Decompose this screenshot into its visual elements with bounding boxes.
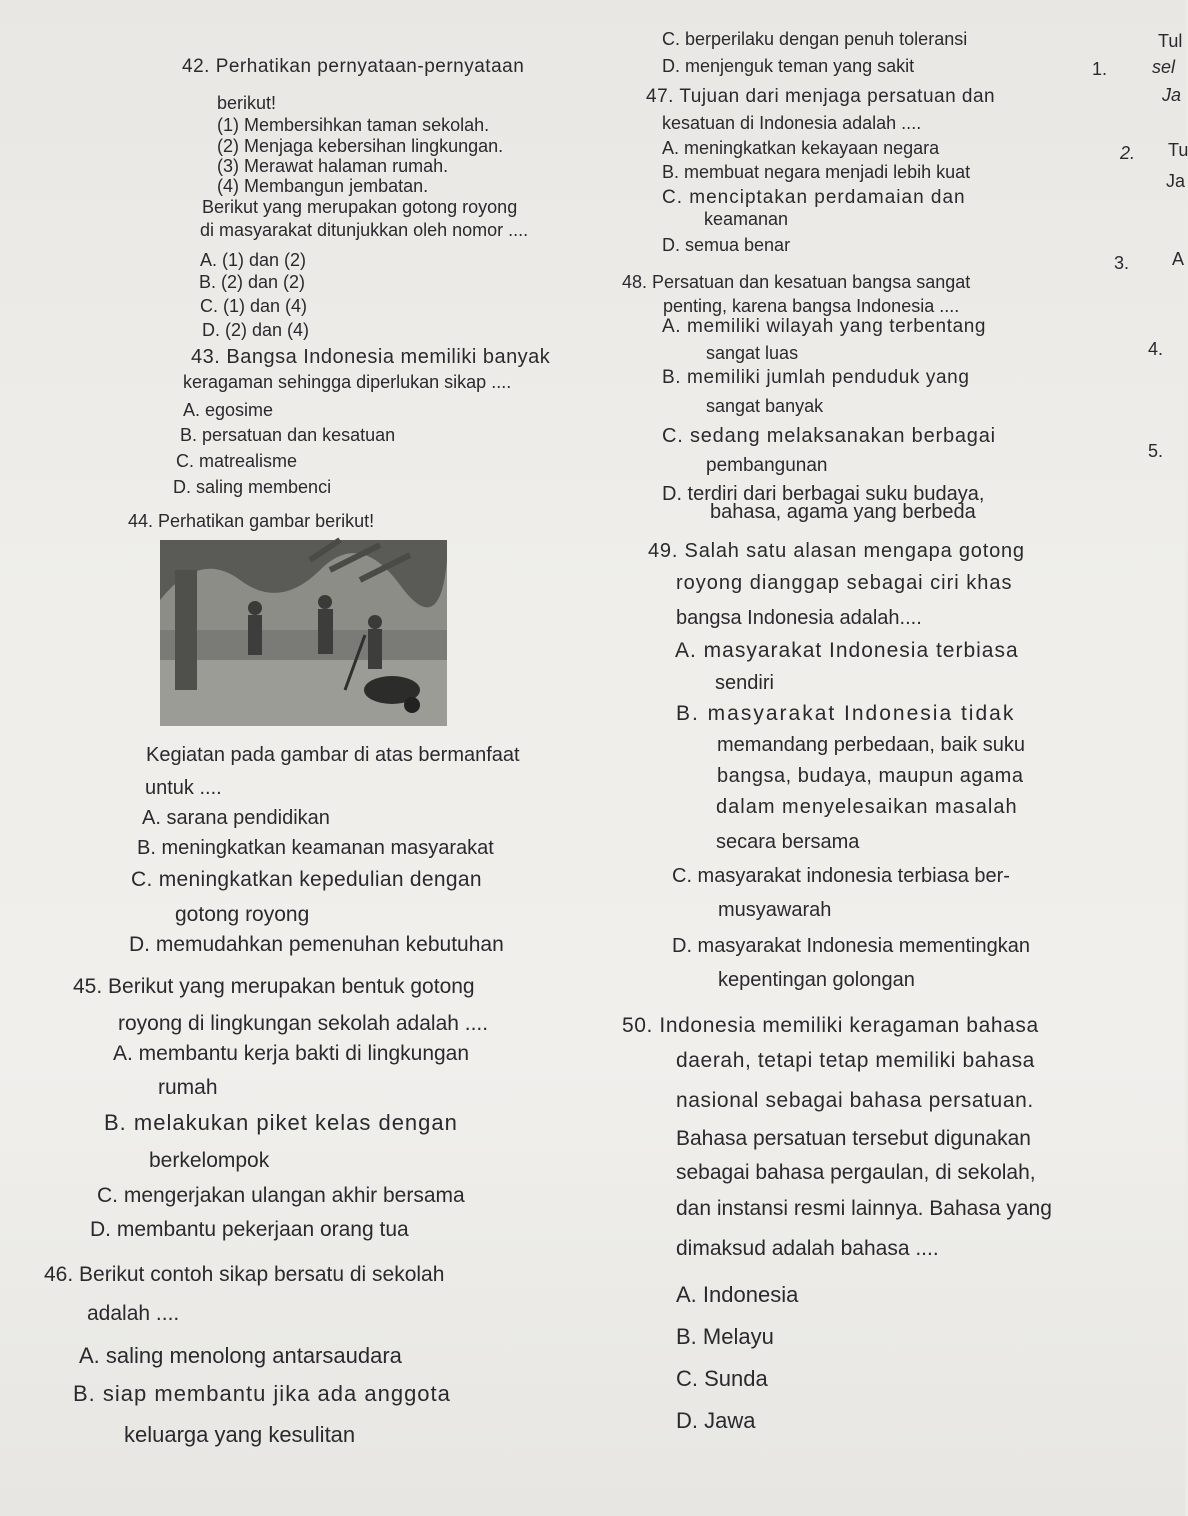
q49-option-cont: dalam menyelesaikan masalah bbox=[716, 796, 1018, 818]
q48-option: B. memiliki jumlah penduduk yang bbox=[662, 367, 970, 388]
q42-item: (1) Membersihkan taman sekolah. bbox=[217, 115, 490, 135]
q42-option: B. (2) dan (2) bbox=[199, 272, 306, 292]
q45-option-cont: berkelompok bbox=[149, 1149, 270, 1172]
q50-prompt: 50. Indonesia memiliki keragaman bahasa bbox=[622, 1014, 1039, 1037]
q45-prompt: 45. Berikut yang merupakan bentuk gotong bbox=[73, 975, 475, 998]
q50-prompt-cont: sebagai bahasa pergaulan, di sekolah, bbox=[676, 1161, 1036, 1184]
q46-option-cont: keluarga yang kesulitan bbox=[124, 1422, 356, 1447]
q42-item: (3) Merawat halaman rumah. bbox=[217, 156, 449, 176]
right-fragment: A bbox=[1172, 249, 1185, 269]
q50-prompt-cont: dimaksud adalah bahasa .... bbox=[676, 1237, 939, 1260]
q48-option-cont: sangat luas bbox=[706, 343, 799, 363]
q50-prompt-cont: Bahasa persatuan tersebut digunakan bbox=[676, 1127, 1031, 1150]
q45-option: B. melakukan piket kelas dengan bbox=[104, 1110, 458, 1135]
q45-option: A. membantu kerja bakti di lingkungan bbox=[113, 1042, 470, 1065]
q50-option: A. Indonesia bbox=[676, 1282, 799, 1307]
right-fragment: sel bbox=[1152, 57, 1176, 77]
right-fragment: 1. bbox=[1092, 59, 1108, 79]
q44-option: B. meningkatkan keamanan masyarakat bbox=[137, 837, 494, 859]
q49-option-cont: sendiri bbox=[715, 672, 774, 694]
q48-option-cont: pembangunan bbox=[706, 455, 828, 476]
q46-prompt-cont: adalah .... bbox=[87, 1302, 180, 1325]
q47-option: B. membuat negara menjadi lebih kuat bbox=[662, 162, 971, 182]
q49-prompt-cont: bangsa Indonesia adalah.... bbox=[676, 607, 922, 629]
q50-option: C. Sunda bbox=[676, 1366, 768, 1391]
q43-prompt-cont: keragaman sehingga diperlukan sikap .... bbox=[183, 372, 512, 392]
q50-prompt-cont: dan instansi resmi lainnya. Bahasa yang bbox=[676, 1197, 1052, 1220]
q42-prompt: 42. Perhatikan pernyataan-pernyataan bbox=[182, 56, 525, 77]
q43-option: A. egosime bbox=[183, 400, 274, 420]
q44-prompt: 44. Perhatikan gambar berikut! bbox=[128, 511, 375, 531]
q45-option: D. membantu pekerjaan orang tua bbox=[90, 1218, 409, 1241]
q48-prompt: 48. Persatuan dan kesatuan bangsa sangat bbox=[622, 272, 971, 292]
q44-option: A. sarana pendidikan bbox=[142, 807, 330, 829]
right-fragment: Ja bbox=[1162, 85, 1182, 105]
q49-option-cont: secara bersama bbox=[716, 831, 860, 853]
right-fragment: Ja bbox=[1166, 171, 1186, 191]
q49-option-cont: memandang perbedaan, baik suku bbox=[717, 734, 1025, 756]
q49-option: B. masyarakat Indonesia tidak bbox=[676, 702, 1016, 725]
right-fragment: 2. bbox=[1120, 143, 1136, 163]
q47-prompt-cont: kesatuan di Indonesia adalah .... bbox=[662, 113, 922, 133]
q42-item: (2) Menjaga kebersihan lingkungan. bbox=[217, 136, 504, 156]
q46-option: B. siap membantu jika ada anggota bbox=[73, 1381, 451, 1406]
q48-option: D. terdiri dari berbagai suku budaya, bbox=[662, 483, 985, 505]
q44-question-cont: untuk .... bbox=[145, 777, 222, 799]
q42-question: Berikut yang merupakan gotong royong bbox=[202, 197, 518, 217]
gotong-royong-photo bbox=[160, 540, 447, 726]
q46-prompt: 46. Berikut contoh sikap bersatu di sekolah bbox=[44, 1263, 445, 1286]
q50-option: D. Jawa bbox=[676, 1408, 756, 1433]
q43-option: D. saling membenci bbox=[173, 477, 332, 497]
prev-option: C. berperilaku dengan penuh toleransi bbox=[662, 29, 968, 49]
right-fragment: Tul bbox=[1158, 31, 1183, 51]
right-fragment: 3. bbox=[1114, 253, 1130, 273]
q43-option: B. persatuan dan kesatuan bbox=[180, 425, 396, 445]
q42-item: (4) Membangun jembatan. bbox=[217, 176, 429, 196]
q48-prompt-cont: penting, karena bangsa Indonesia .... bbox=[663, 296, 960, 316]
q45-option-cont: rumah bbox=[158, 1076, 218, 1099]
right-fragment: 4. bbox=[1148, 339, 1164, 359]
q42-question-cont: di masyarakat ditunjukkan oleh nomor .... bbox=[200, 220, 529, 240]
q47-option: A. meningkatkan kekayaan negara bbox=[662, 138, 940, 158]
q44-option-cont: gotong royong bbox=[175, 903, 310, 926]
q44-option: D. memudahkan pemenuhan kebutuhan bbox=[129, 933, 504, 956]
q49-option: D. masyarakat Indonesia mementingkan bbox=[672, 935, 1030, 957]
q50-prompt-cont: nasional sebagai bahasa persatuan. bbox=[676, 1089, 1034, 1112]
q50-option: B. Melayu bbox=[676, 1324, 774, 1349]
q44-question: Kegiatan pada gambar di atas bermanfaat bbox=[146, 744, 520, 766]
q43-option: C. matrealisme bbox=[176, 451, 298, 471]
photo-illustration bbox=[160, 540, 447, 726]
right-fragment: 5. bbox=[1148, 441, 1164, 461]
middle-column bbox=[600, 0, 1120, 1516]
q48-option: C. sedang melaksanakan berbagai bbox=[662, 425, 996, 447]
q48-option-cont: sangat banyak bbox=[706, 396, 824, 416]
q42-option: D. (2) dan (4) bbox=[202, 320, 310, 340]
q44-option: C. meningkatkan kepedulian dengan bbox=[131, 868, 482, 891]
q49-option: A. masyarakat Indonesia terbiasa bbox=[675, 639, 1019, 662]
q43-prompt: 43. Bangsa Indonesia memiliki banyak bbox=[191, 346, 551, 368]
prev-option: D. menjenguk teman yang sakit bbox=[662, 56, 915, 76]
q49-option: C. masyarakat indonesia terbiasa ber- bbox=[672, 865, 1010, 887]
q49-option-cont: kepentingan golongan bbox=[718, 969, 915, 991]
q48-option-cont: bahasa, agama yang berbeda bbox=[710, 501, 976, 523]
q47-option: C. menciptakan perdamaian dan bbox=[662, 187, 966, 208]
q45-option: C. mengerjakan ulangan akhir bersama bbox=[97, 1184, 465, 1207]
q49-prompt-cont: royong dianggap sebagai ciri khas bbox=[676, 572, 1013, 594]
q48-option: A. memiliki wilayah yang terbentang bbox=[662, 316, 987, 337]
q49-option-cont: musyawarah bbox=[718, 899, 832, 921]
q47-option-cont: keamanan bbox=[704, 209, 789, 229]
right-column-clipped bbox=[1080, 0, 1188, 1516]
q42-option: C. (1) dan (4) bbox=[200, 296, 308, 316]
q45-prompt-cont: royong di lingkungan sekolah adalah .... bbox=[118, 1012, 489, 1035]
q46-option: A. saling menolong antarsaudara bbox=[79, 1343, 402, 1368]
q50-prompt-cont: daerah, tetapi tetap memiliki bahasa bbox=[676, 1049, 1035, 1072]
q47-prompt: 47. Tujuan dari menjaga persatuan dan bbox=[646, 86, 996, 107]
q49-option-cont: bangsa, budaya, maupun agama bbox=[717, 765, 1024, 787]
q42-option: A. (1) dan (2) bbox=[200, 250, 307, 270]
q47-option: D. semua benar bbox=[662, 235, 791, 255]
q42-prompt-cont: berikut! bbox=[217, 93, 277, 113]
right-fragment: Tu bbox=[1168, 140, 1188, 160]
q49-prompt: 49. Salah satu alasan mengapa gotong bbox=[648, 540, 1025, 562]
